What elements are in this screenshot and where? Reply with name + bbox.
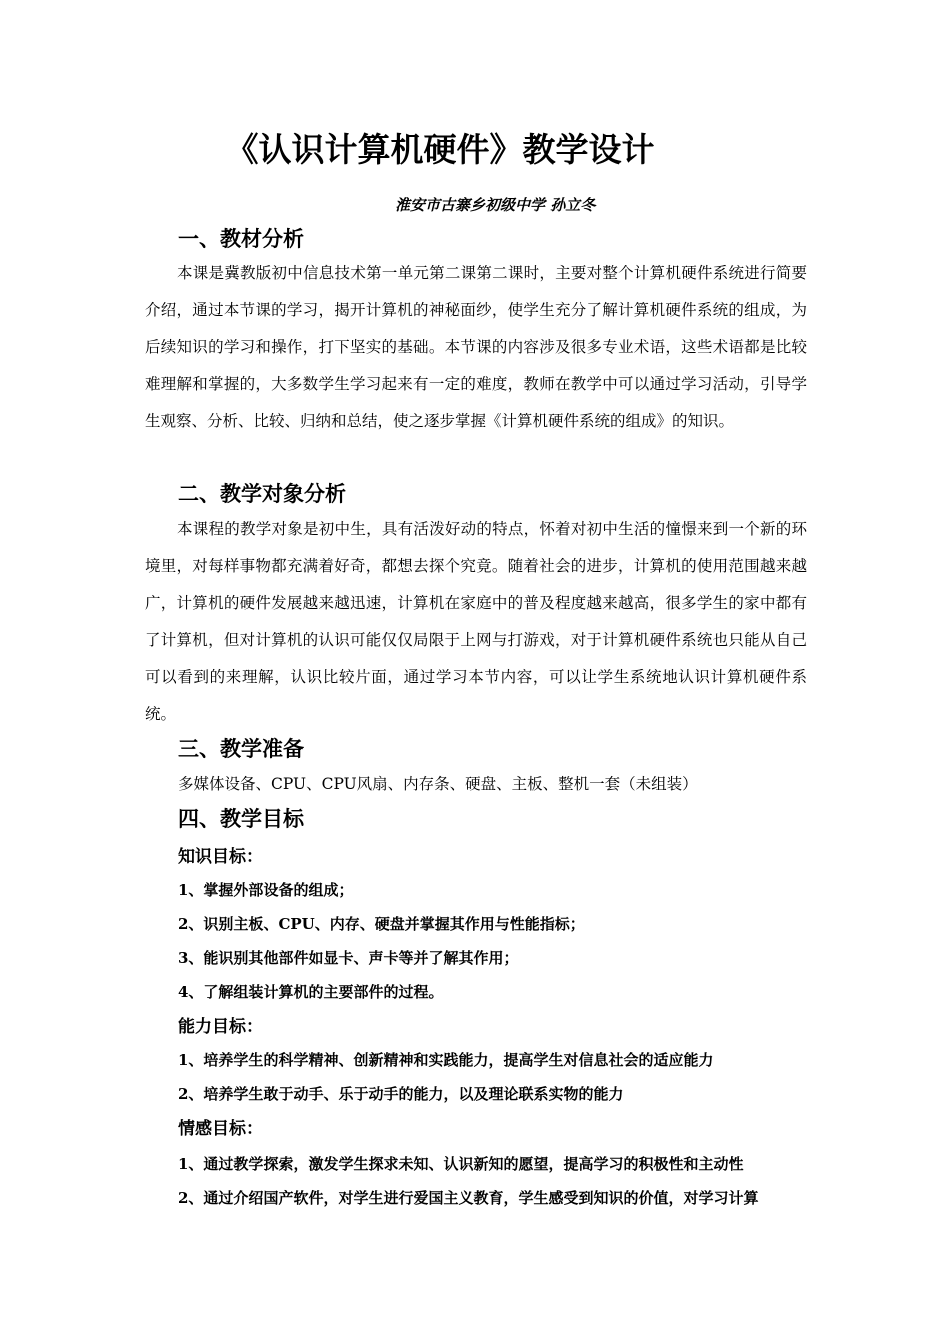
section-heading-preparation: 三、教学准备	[178, 737, 304, 761]
knowledge-goal-item: 2、识别主板、CPU、内存、硬盘并掌握其作用与性能指标；	[178, 915, 585, 933]
section-paragraph-textbook-analysis: 本课是冀教版初中信息技术第一单元第二课第二课时，主要对整个计算机硬件系统进行简要介绍，通过本节课的学习，揭开计算机的神秘面纱，使学生充分了解计算机硬件系统的组成，为后续知识的学习和操作，打下坚实的基础。本节课的内容涉及很多专业术语，这些术语都是比较难理解和掌握的，大多数学生学习起来有一定的难度，教师在教学中可以通过学习活动，引导学生观察、分析、比较、归纳和总结，使之逐步掌握《计算机硬件系统的组成》的知识。	[145, 264, 807, 430]
section-paragraph-preparation: 多媒体设备、CPU、CPU风扇、内存条、硬盘、主板、整机一套（未组装）	[178, 775, 698, 793]
ability-goals-label: 能力目标：	[178, 1017, 263, 1037]
knowledge-goal-item: 1、掌握外部设备的组成；	[178, 881, 354, 899]
author-line: 淮安市古寨乡初级中学 孙立冬	[395, 196, 596, 214]
section-heading-student-analysis: 二、教学对象分析	[178, 482, 346, 506]
document-title: 《认识计算机硬件》教学设计	[225, 130, 655, 169]
section-paragraph-student-analysis: 本课程的教学对象是初中生，具有活泼好动的特点，怀着对初中生活的憧憬来到一个新的环境里，对每样事物都充满着好奇，都想去探个究竟。随着社会的进步，计算机的使用范围越来越广，计算机的硬件发展越来越迅速，计算机在家庭中的普及程度越来越高，很多学生的家中都有了计算机，但对计算机的认识可能仅仅局限于上网与打游戏，对于计算机硬件系统也只能从自己可以看到的来理解，认识比较片面，通过学习本节内容，可以让学生系统地认识计算机硬件系统。	[145, 520, 807, 723]
section-heading-objectives: 四、教学目标	[178, 807, 304, 831]
ability-goal-item: 2、培养学生敢于动手、乐于动手的能力，以及理论联系实物的能力	[178, 1085, 624, 1103]
knowledge-goals-label: 知识目标：	[178, 847, 263, 867]
knowledge-goal-item: 4、了解组装计算机的主要部件的过程。	[178, 983, 444, 1001]
emotion-goal-item: 1、通过教学探索，激发学生探求未知、认识新知的愿望，提高学习的积极性和主动性	[178, 1155, 744, 1173]
emotion-goal-item: 2、通过介绍国产软件，对学生进行爱国主义教育，学生感受到知识的价值，对学习计算	[178, 1189, 759, 1207]
knowledge-goal-item: 3、能识别其他部件如显卡、声卡等并了解其作用；	[178, 949, 519, 967]
ability-goal-item: 1、培养学生的科学精神、创新精神和实践能力，提高学生对信息社会的适应能力	[178, 1051, 714, 1069]
section-heading-textbook-analysis: 一、教材分析	[178, 227, 304, 251]
emotion-goals-label: 情感目标：	[178, 1119, 263, 1139]
